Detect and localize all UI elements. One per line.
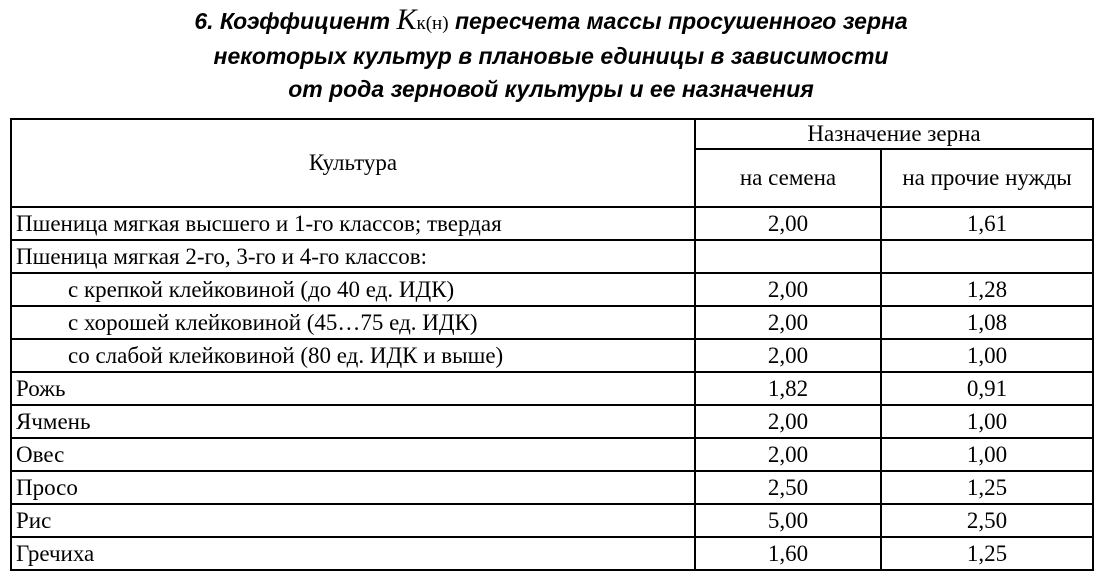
- row-other-value: [881, 240, 1093, 273]
- title-prefix: 6. Коэффициент: [194, 8, 391, 34]
- table-row: [11, 537, 1093, 570]
- row-culture: Пшеница мягкая 2-го, 3-го и 4-го классов:: [11, 240, 695, 273]
- row-other-value: 1,25: [881, 471, 1093, 504]
- row-other-value: 1,25: [881, 537, 1093, 570]
- row-culture: Рис: [11, 504, 695, 537]
- row-other-value: 2,50: [881, 504, 1093, 537]
- title-suffix: пересчета массы просушенного зерна: [454, 8, 908, 34]
- table-row: [11, 471, 1093, 504]
- table-row: [11, 339, 1093, 372]
- title-subscript: к(н): [416, 13, 449, 34]
- row-culture: с крепкой клейковиной (до 40 ед. ИДК): [11, 273, 695, 306]
- header-seeds: на семена: [695, 149, 881, 207]
- row-other-value: 0,91: [881, 372, 1093, 405]
- row-seeds-value: 2,00: [695, 273, 881, 306]
- row-seeds-value: 2,00: [695, 405, 881, 438]
- table-row: [11, 240, 1093, 273]
- row-seeds-value: 2,00: [695, 306, 881, 339]
- table-row: [11, 438, 1093, 471]
- row-seeds-value: 1,82: [695, 372, 881, 405]
- table-title: [0, 0, 1102, 106]
- row-other-value: 1,00: [881, 438, 1093, 471]
- header-other: на прочие нужды: [881, 149, 1093, 207]
- row-culture: Пшеница мягкая высшего и 1-го классов; твердая: [11, 207, 695, 240]
- table-row: [11, 405, 1093, 438]
- header-culture: Культура: [11, 119, 695, 207]
- row-other-value: 1,61: [881, 207, 1093, 240]
- row-culture: Гречиха: [11, 537, 695, 570]
- row-other-value: 1,00: [881, 405, 1093, 438]
- table-row: [11, 372, 1093, 405]
- row-seeds-value: 2,50: [695, 471, 881, 504]
- row-culture: Ячмень: [11, 405, 695, 438]
- row-culture: со слабой клейковиной (80 ед. ИДК и выше): [11, 339, 695, 372]
- row-seeds-value: 2,00: [695, 207, 881, 240]
- row-seeds-value: [695, 240, 881, 273]
- table-row: [11, 273, 1093, 306]
- row-seeds-value: 2,00: [695, 438, 881, 471]
- table-row: [11, 306, 1093, 339]
- header-purpose: Назначение зерна: [695, 119, 1093, 149]
- table-row: [11, 207, 1093, 240]
- table-row: [11, 504, 1093, 537]
- row-culture: Просо: [11, 471, 695, 504]
- row-other-value: 1,08: [881, 306, 1093, 339]
- row-culture: с хорошей клейковиной (45…75 ед. ИДК): [11, 306, 695, 339]
- title-line-3: от рода зерновой культуры и ее назначения: [288, 76, 814, 102]
- row-other-value: 1,28: [881, 273, 1093, 306]
- row-seeds-value: 2,00: [695, 339, 881, 372]
- title-symbol: K: [396, 3, 417, 36]
- row-culture: Овес: [11, 438, 695, 471]
- row-seeds-value: 1,60: [695, 537, 881, 570]
- row-other-value: 1,00: [881, 339, 1093, 372]
- title-line-2: некоторых культур в плановые единицы в зависимости: [213, 43, 889, 69]
- coefficient-table: [10, 118, 1094, 571]
- row-seeds-value: 5,00: [695, 504, 881, 537]
- row-culture: Рожь: [11, 372, 695, 405]
- title-line-1: [0, 3, 1102, 40]
